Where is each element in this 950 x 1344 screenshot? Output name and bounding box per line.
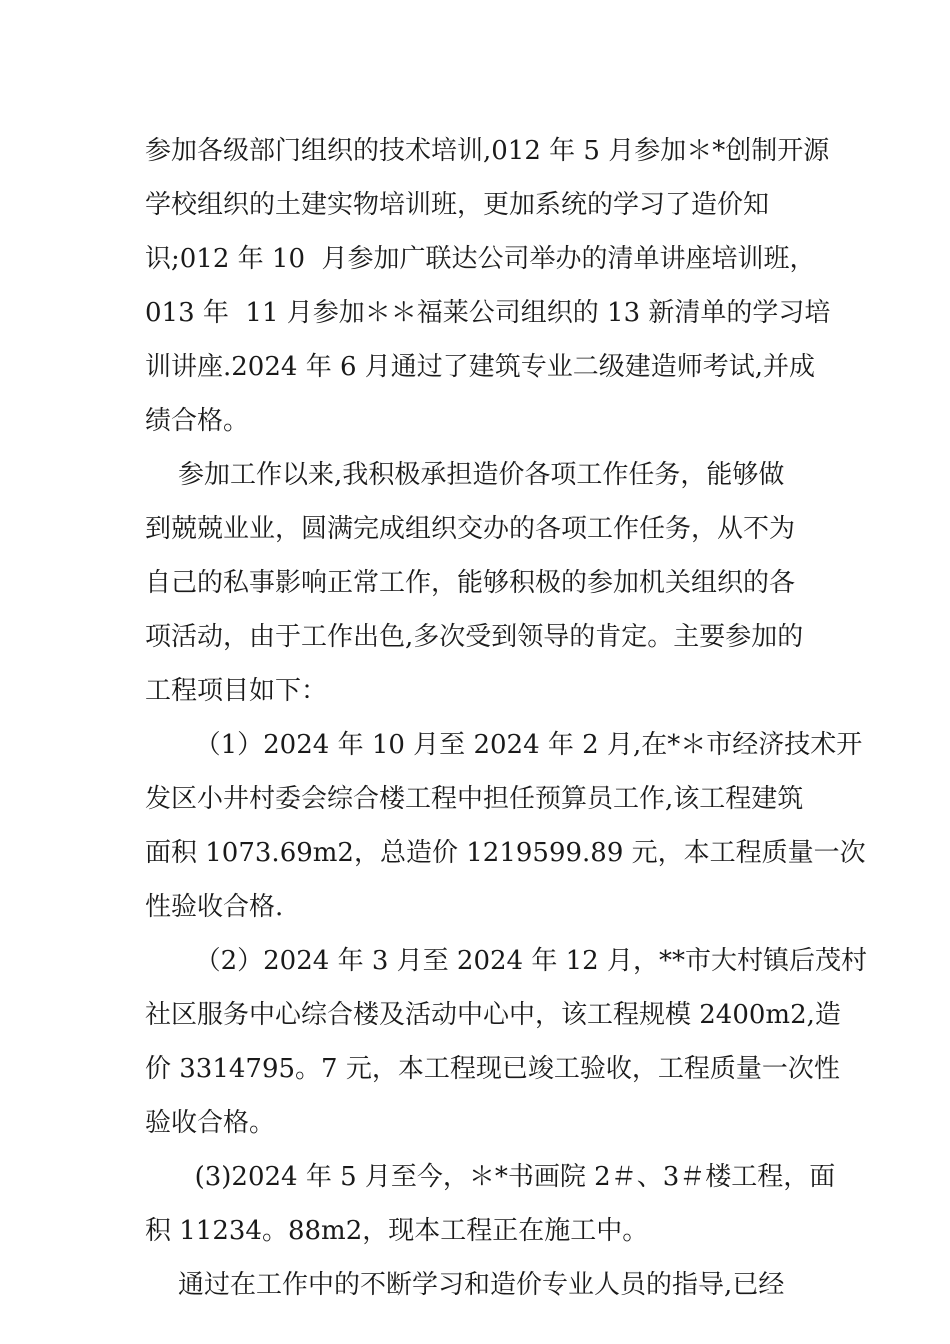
paragraph-project-3 (145, 1150, 836, 1258)
text-line: 面积 1073.69m2，总造价 1219599.89 元，本工程质量一次 (145, 838, 866, 868)
text-line: 013 年 11 月参加＊＊福莱公司组织的 13 新清单的学习培 (145, 298, 831, 328)
text-line: 自己的私事影响正常工作，能够积极的参加机关组织的各 (145, 568, 796, 598)
text-line: 项活动，由于工作出色,多次受到领导的肯定。主要参加的 (145, 622, 804, 652)
text-line: 参加工作以来,我积极承担造价各项工作任务，能够做 (145, 460, 785, 490)
paragraph-training (145, 124, 831, 448)
text-line: （2）2024 年 3 月至 2024 年 12 月，**市大村镇后茂村 (145, 946, 867, 976)
text-line: 参加各级部门组织的技术培训,012 年 5 月参加＊*创制开源 (145, 136, 830, 166)
text-line: 识;012 年 10 月参加广联达公司举办的清单讲座培训班， (145, 244, 816, 274)
paragraph-work-attitude (145, 448, 810, 718)
text-line: 训讲座.2024 年 6 月通过了建筑专业二级建造师考试,并成 (145, 352, 816, 382)
text-line: 价 3314795。7 元，本工程现已竣工验收，工程质量一次性 (145, 1054, 840, 1084)
paragraph-project-1 (145, 718, 866, 934)
text-line: 发区小井村委会综合楼工程中担任预算员工作,该工程建筑 (145, 784, 804, 814)
text-line: 工程项目如下： (145, 676, 328, 706)
text-line: 社区服务中心综合楼及活动中心中，该工程规模 2400m2,造 (145, 1000, 841, 1030)
text-line: 绩合格。 (145, 406, 250, 436)
text-line: 通过在工作中的不断学习和造价专业人员的指导,已经 (145, 1270, 785, 1300)
text-line: （1）2024 年 10 月至 2024 年 2 月,在*＊市经济技术开 (145, 730, 863, 760)
text-line: 学校组织的土建实物培训班，更加系统的学习了造价知 (145, 190, 770, 220)
text-line: 到兢兢业业，圆满完成组织交办的各项工作任务，从不为 (145, 514, 796, 544)
paragraph-project-2 (145, 934, 867, 1150)
body-text (145, 124, 867, 1312)
text-line: (3)2024 年 5 月至今，＊*书画院 2＃、3＃楼工程，面 (145, 1162, 836, 1192)
text-line: 验收合格。 (145, 1108, 276, 1138)
paragraph-learning (145, 1258, 810, 1312)
text-line: 积 11234。88m2，现本工程正在施工中。 (145, 1216, 649, 1246)
text-line: 性验收合格. (145, 892, 284, 922)
